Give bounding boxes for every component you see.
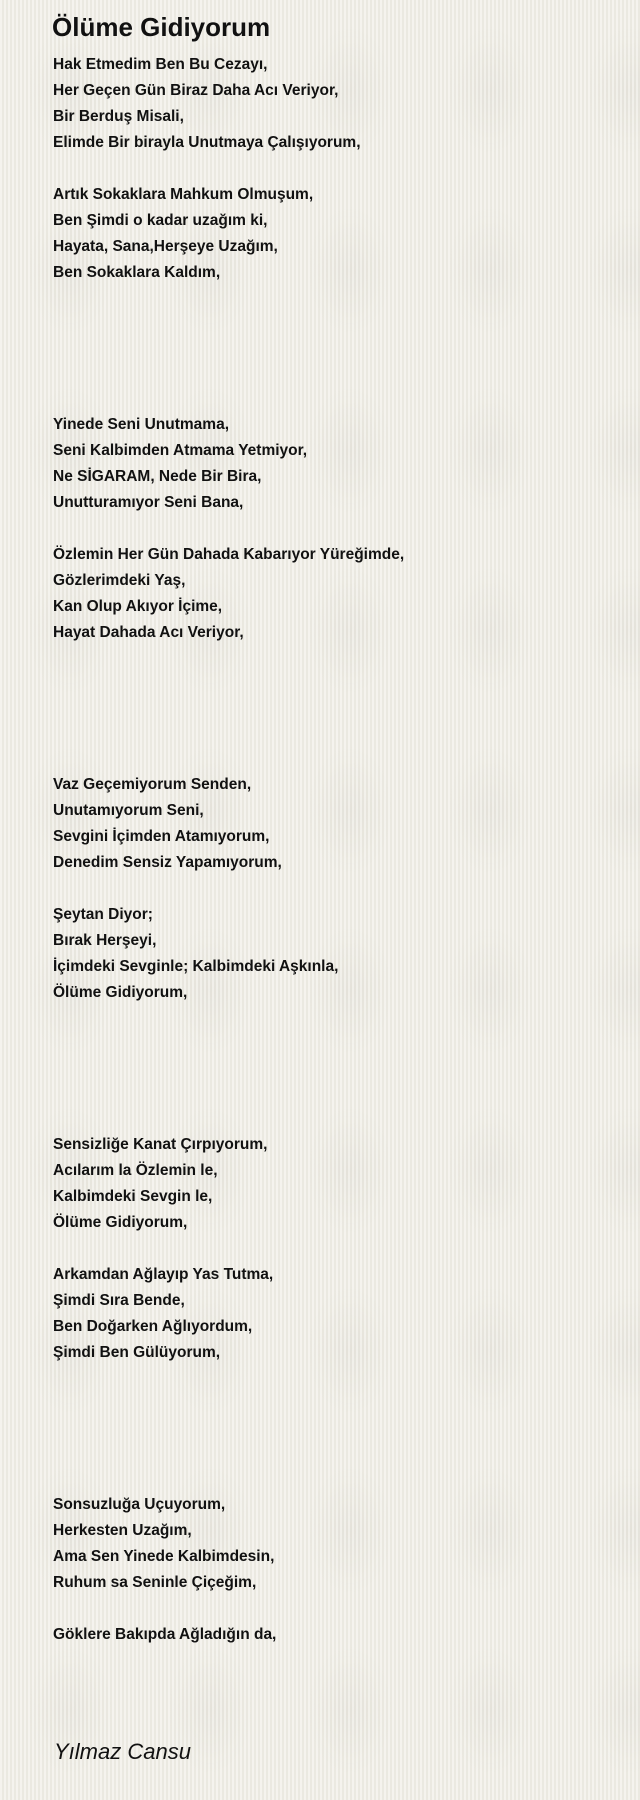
poem-body bbox=[53, 52, 613, 1648]
poem-stanza bbox=[53, 1132, 613, 1236]
stanza-spacer bbox=[53, 156, 613, 182]
poem-line: Unutturamıyor Seni Bana, bbox=[53, 494, 244, 511]
poem-line: Yinede Seni Unutmama, bbox=[53, 416, 229, 433]
poem-line: Hayata, Sana,Herşeye Uzağım, bbox=[53, 238, 278, 255]
poem-line: Ben Sokaklara Kaldım, bbox=[53, 264, 221, 281]
stanza-spacer bbox=[53, 516, 613, 542]
poem-stanza bbox=[53, 52, 613, 156]
poem-line: Bırak Herşeyi, bbox=[53, 932, 157, 949]
poem-line: Seni Kalbimden Atmama Yetmiyor, bbox=[53, 442, 308, 459]
section-spacer bbox=[53, 1366, 613, 1492]
poem-line: Herkesten Uzağım, bbox=[53, 1522, 192, 1539]
poem-stanza bbox=[53, 1622, 613, 1648]
stanza-spacer bbox=[53, 1596, 613, 1622]
poem-line: Unutamıyorum Seni, bbox=[53, 802, 204, 819]
poem-line: Acılarım la Özlemin le, bbox=[53, 1162, 218, 1179]
poem-line: Hayat Dahada Acı Veriyor, bbox=[53, 624, 244, 641]
poem-line: Denedim Sensiz Yapamıyorum, bbox=[53, 854, 282, 871]
poem-line: Ne SİGARAM, Nede Bir Bira, bbox=[53, 468, 262, 485]
poem-line: Artık Sokaklara Mahkum Olmuşum, bbox=[53, 186, 314, 203]
poem-line: Ölüme Gidiyorum, bbox=[53, 984, 188, 1001]
poem-line: Özlemin Her Gün Dahada Kabarıyor Yüreğimde, bbox=[53, 546, 405, 563]
poem-line: Arkamdan Ağlayıp Yas Tutma, bbox=[53, 1266, 274, 1283]
poem-line: İçimdeki Sevginle; Kalbimdeki Aşkınla, bbox=[53, 958, 339, 975]
poem-stanza bbox=[53, 542, 613, 646]
section-spacer bbox=[53, 1006, 613, 1132]
poem-line: Şimdi Sıra Bende, bbox=[53, 1292, 185, 1309]
poem-stanza bbox=[53, 1492, 613, 1596]
poem-stanza bbox=[53, 1262, 613, 1366]
poem-line: Şimdi Ben Gülüyorum, bbox=[53, 1344, 221, 1361]
poem-line: Hak Etmedim Ben Bu Cezayı, bbox=[53, 56, 268, 73]
poem-line: Sonsuzluğa Uçuyorum, bbox=[53, 1496, 226, 1513]
poem-line: Göklere Bakıpda Ağladığın da, bbox=[53, 1626, 277, 1643]
poem-line: Kalbimdeki Sevgin le, bbox=[53, 1188, 213, 1205]
poem-author: Yılmaz Cansu bbox=[54, 1739, 191, 1764]
poem-line: Ben Şimdi o kadar uzağım ki, bbox=[53, 212, 268, 229]
poem-line: Sevgini İçimden Atamıyorum, bbox=[53, 828, 270, 845]
stanza-spacer bbox=[53, 876, 613, 902]
poem-line: Sensizliğe Kanat Çırpıyorum, bbox=[53, 1136, 268, 1153]
poem-stanza bbox=[53, 772, 613, 876]
poem-line: Vaz Geçemiyorum Senden, bbox=[53, 776, 252, 793]
poem-line: Ruhum sa Seninle Çiçeğim, bbox=[53, 1574, 257, 1591]
poem-line: Gözlerimdeki Yaş, bbox=[53, 572, 186, 589]
poem-stanza bbox=[53, 182, 613, 286]
poem-line: Şeytan Diyor; bbox=[53, 906, 153, 923]
poem-line: Kan Olup Akıyor İçime, bbox=[53, 598, 223, 615]
poem-line: Ölüme Gidiyorum, bbox=[53, 1214, 188, 1231]
poem-title: Ölüme Gidiyorum bbox=[52, 12, 271, 42]
poem-line: Bir Berduş Misali, bbox=[53, 108, 184, 125]
poem-stanza bbox=[53, 412, 613, 516]
section-spacer bbox=[53, 646, 613, 772]
section-spacer bbox=[53, 286, 613, 412]
poem-line: Ama Sen Yinede Kalbimdesin, bbox=[53, 1548, 275, 1565]
poem-line: Her Geçen Gün Biraz Daha Acı Veriyor, bbox=[53, 82, 339, 99]
poem-line: Ben Doğarken Ağlıyordum, bbox=[53, 1318, 253, 1335]
stanza-spacer bbox=[53, 1236, 613, 1262]
poem-line: Elimde Bir birayla Unutmaya Çalışıyorum, bbox=[53, 134, 361, 151]
poem-stanza bbox=[53, 902, 613, 1006]
